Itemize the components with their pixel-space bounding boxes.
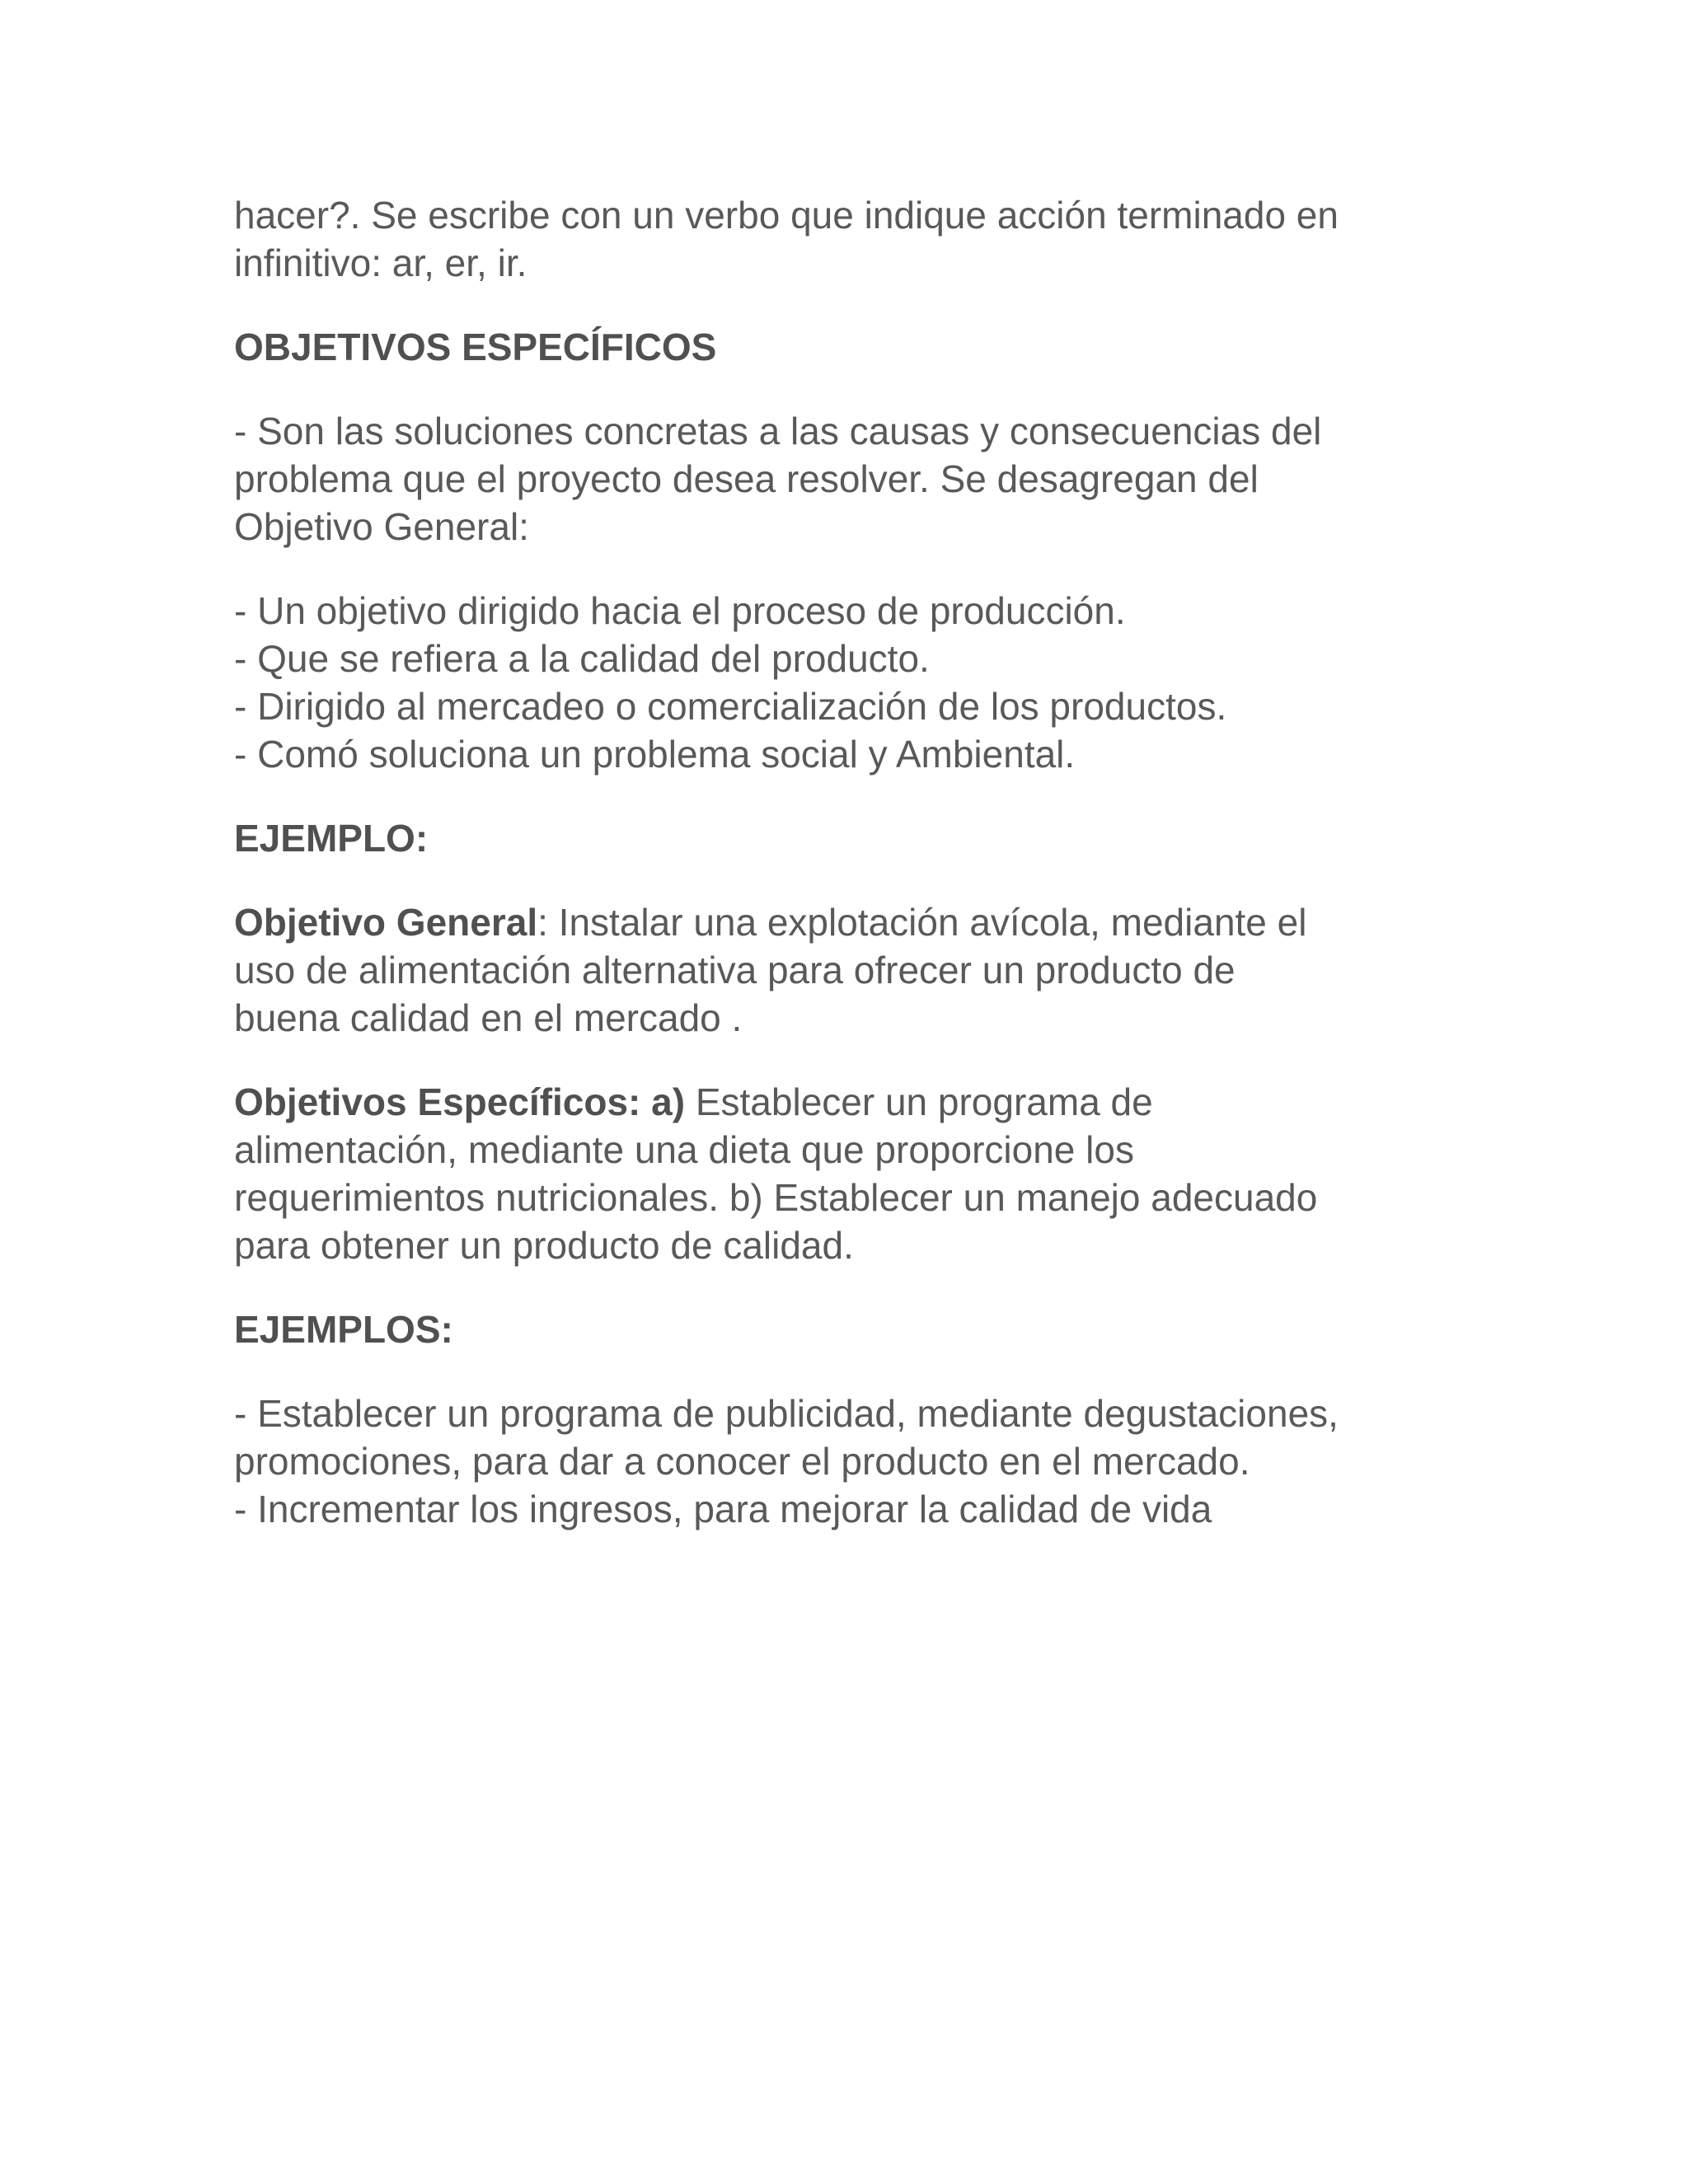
specific-objectives-line-4: para obtener un producto de calidad. bbox=[234, 1224, 854, 1267]
specific-objectives-label: Objetivos Específicos: a) bbox=[234, 1080, 686, 1123]
examples-line-1: - Establecer un programa de publicidad, mediante degustaciones, bbox=[234, 1392, 1339, 1435]
document-body bbox=[234, 191, 1495, 1569]
general-objective-paragraph bbox=[234, 898, 1495, 1042]
specific-description-line-1: - Son las soluciones concretas a las causas y consecuencias del bbox=[234, 410, 1322, 452]
specific-list bbox=[234, 587, 1495, 778]
specific-description-line-2: problema que el proyecto desea resolver. Se desagregan del bbox=[234, 457, 1259, 500]
specific-objectives-line-2: alimentación, mediante una dieta que proporcione los bbox=[234, 1128, 1134, 1171]
specific-objectives-line-1 bbox=[234, 1078, 1495, 1126]
intro-line-1: hacer?. Se escribe con un verbo que indique acción terminado en bbox=[234, 194, 1339, 237]
heading-ejemplo: EJEMPLO: bbox=[234, 817, 429, 860]
list-item: - Un objetivo dirigido hacia el proceso de producción. bbox=[234, 589, 1126, 632]
intro-line-2: infinitivo: ar, er, ir. bbox=[234, 241, 528, 284]
general-objective-line-1 bbox=[234, 898, 1495, 946]
specific-description-line-3: Objetivo General: bbox=[234, 505, 529, 548]
specific-objectives-text-1: Establecer un programa de bbox=[685, 1080, 1153, 1123]
specific-objectives-line-3: requerimientos nutricionales. b) Establecer un manejo adecuado bbox=[234, 1176, 1318, 1219]
general-objective-text-1: : Instalar una explotación avícola, mediante el bbox=[537, 901, 1307, 944]
general-objective-line-2: uso de alimentación alternativa para ofrecer un producto de bbox=[234, 949, 1236, 991]
intro-paragraph bbox=[234, 191, 1495, 287]
list-item: - Que se refiera a la calidad del producto. bbox=[234, 637, 930, 680]
heading-objetivos-especificos: OBJETIVOS ESPECÍFICOS bbox=[234, 326, 717, 368]
examples-list bbox=[234, 1390, 1495, 1533]
list-item: - Comó soluciona un problema social y Ambiental. bbox=[234, 733, 1076, 776]
specific-description-paragraph bbox=[234, 407, 1495, 551]
general-objective-line-3: buena calidad en el mercado . bbox=[234, 996, 743, 1039]
examples-line-2: promociones, para dar a conocer el producto en el mercado. bbox=[234, 1440, 1250, 1483]
specific-objectives-paragraph bbox=[234, 1078, 1495, 1269]
heading-ejemplos: EJEMPLOS: bbox=[234, 1308, 453, 1351]
general-objective-label: Objetivo General bbox=[234, 901, 538, 944]
examples-line-3: - Incrementar los ingresos, para mejorar la calidad de vida bbox=[234, 1488, 1212, 1530]
list-item: - Dirigido al mercadeo o comercialización de los productos. bbox=[234, 685, 1227, 728]
